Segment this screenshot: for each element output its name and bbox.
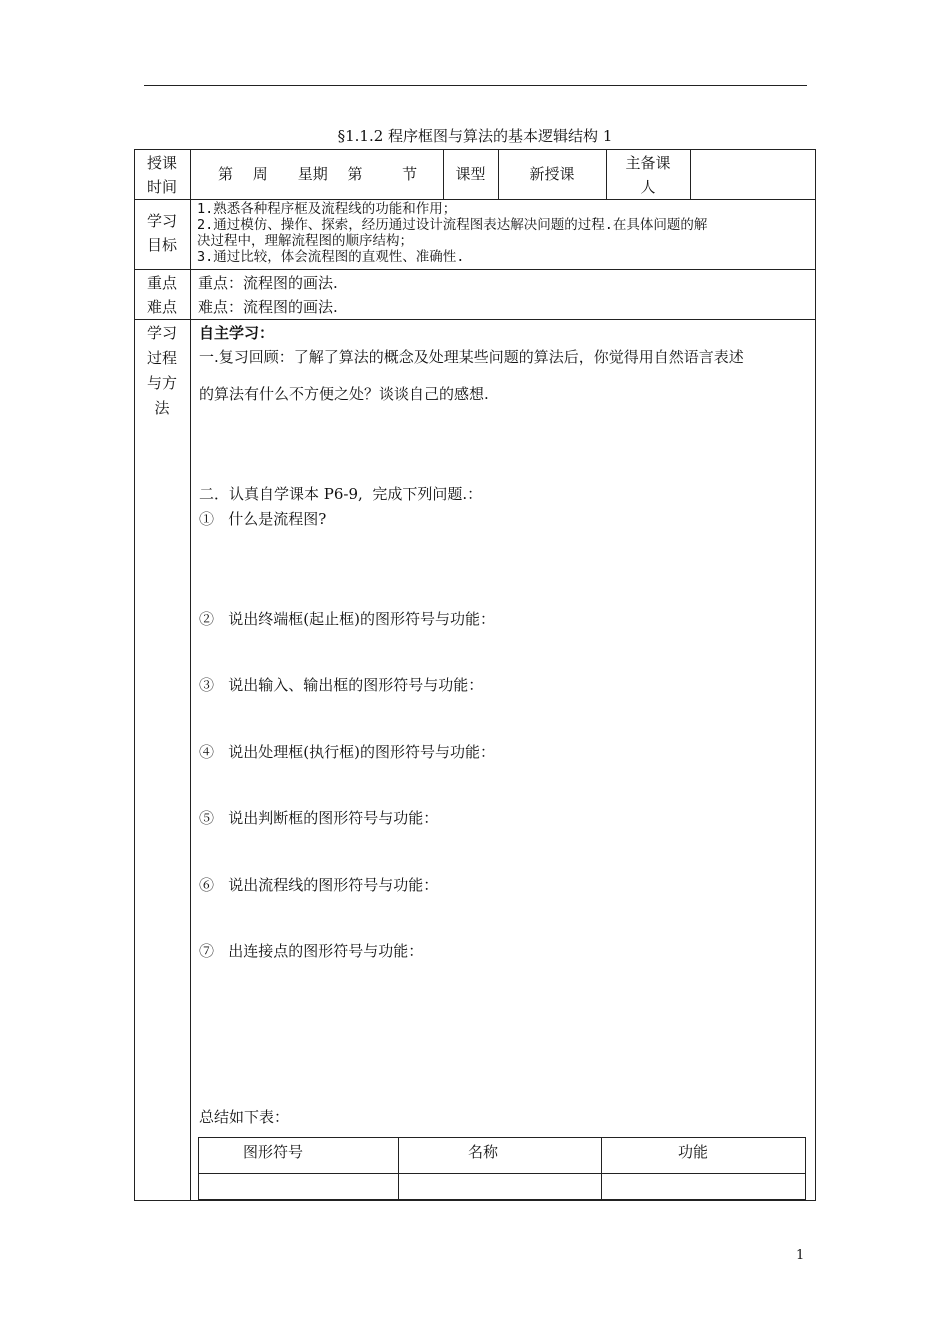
summary-border-bottom [198, 1199, 806, 1200]
page-title: §1.1.2 程序框图与算法的基本逻辑结构 1 [337, 127, 613, 145]
learning-goals-label: 学习 目标 [146, 212, 177, 254]
lesson-plan-table [134, 149, 816, 1200]
row1-divider [690, 149, 691, 199]
self-study-task: 二．认真自学课本 P6-9, 完成下列问题.： [199, 485, 483, 503]
header-rule [144, 85, 807, 86]
goal-2-cont: 决过程中，理解流程图的顺序结构； [197, 233, 413, 249]
row-divider [134, 199, 816, 200]
question-1: ① 什么是流程图? [199, 510, 327, 528]
process-method-label: 学习 过程 与方 法 [146, 324, 177, 417]
class-time-label: 授课 时间 [146, 154, 177, 196]
question-7: ⑦ 出连接点的图形符号与功能： [199, 942, 424, 960]
author-label: 主备课 人 [625, 154, 671, 196]
class-time-value: 第 周 星期 第 节 [218, 165, 418, 183]
question-4: ④ 说出处理框(执行框)的图形符号与功能： [199, 743, 496, 761]
key-point: 重点：流程图的画法. [198, 274, 338, 292]
summary-header-symbol: 图形符号 [242, 1143, 303, 1161]
self-study-heading: 自主学习： [199, 324, 275, 342]
goal-1: 1.熟悉各种程序框及流程线的功能和作用； [197, 201, 457, 217]
label-column-divider [190, 149, 191, 1200]
question-2: ② 说出终端框(起止框)的图形符号与功能： [199, 610, 496, 628]
summary-intro: 总结如下表： [199, 1108, 290, 1126]
review-text-cont: 的算法有什么不方便之处？谈谈自己的感想. [199, 385, 489, 403]
summary-border-top [198, 1137, 806, 1138]
summary-row-divider [198, 1173, 806, 1174]
lesson-type-value: 新授课 [529, 165, 575, 183]
goal-3: 3.通过比较，体会流程图的直观性、准确性. [197, 249, 465, 265]
table-border-right [815, 149, 816, 1200]
key-points-label: 重点 难点 [146, 274, 177, 316]
summary-table [198, 1137, 806, 1200]
question-5: ⑤ 说出判断框的图形符号与功能： [199, 809, 439, 827]
question-6: ⑥ 说出流程线的图形符号与功能： [199, 876, 439, 894]
table-border-top [134, 149, 816, 150]
goal-2: 2.通过模仿、操作、探索，经历通过设计流程图表达解决问题的过程.在具体问题的解 [197, 217, 708, 233]
row-divider [134, 269, 816, 270]
question-3: ③ 说出输入、输出框的图形符号与功能： [199, 676, 484, 694]
summary-border-right [805, 1137, 806, 1199]
table-border-bottom [134, 1200, 816, 1201]
summary-header-function: 功能 [677, 1143, 708, 1161]
page-number: 1 [796, 1248, 805, 1263]
difficult-point: 难点：流程图的画法. [198, 298, 338, 316]
row-divider [134, 319, 816, 320]
learning-goals [197, 201, 812, 265]
lesson-type-label: 课型 [455, 165, 486, 183]
summary-header-name: 名称 [467, 1143, 498, 1161]
review-text: 一.复习回顾：了解了算法的概念及处理某些问题的算法后，你觉得用自然语言表述 [199, 348, 744, 366]
